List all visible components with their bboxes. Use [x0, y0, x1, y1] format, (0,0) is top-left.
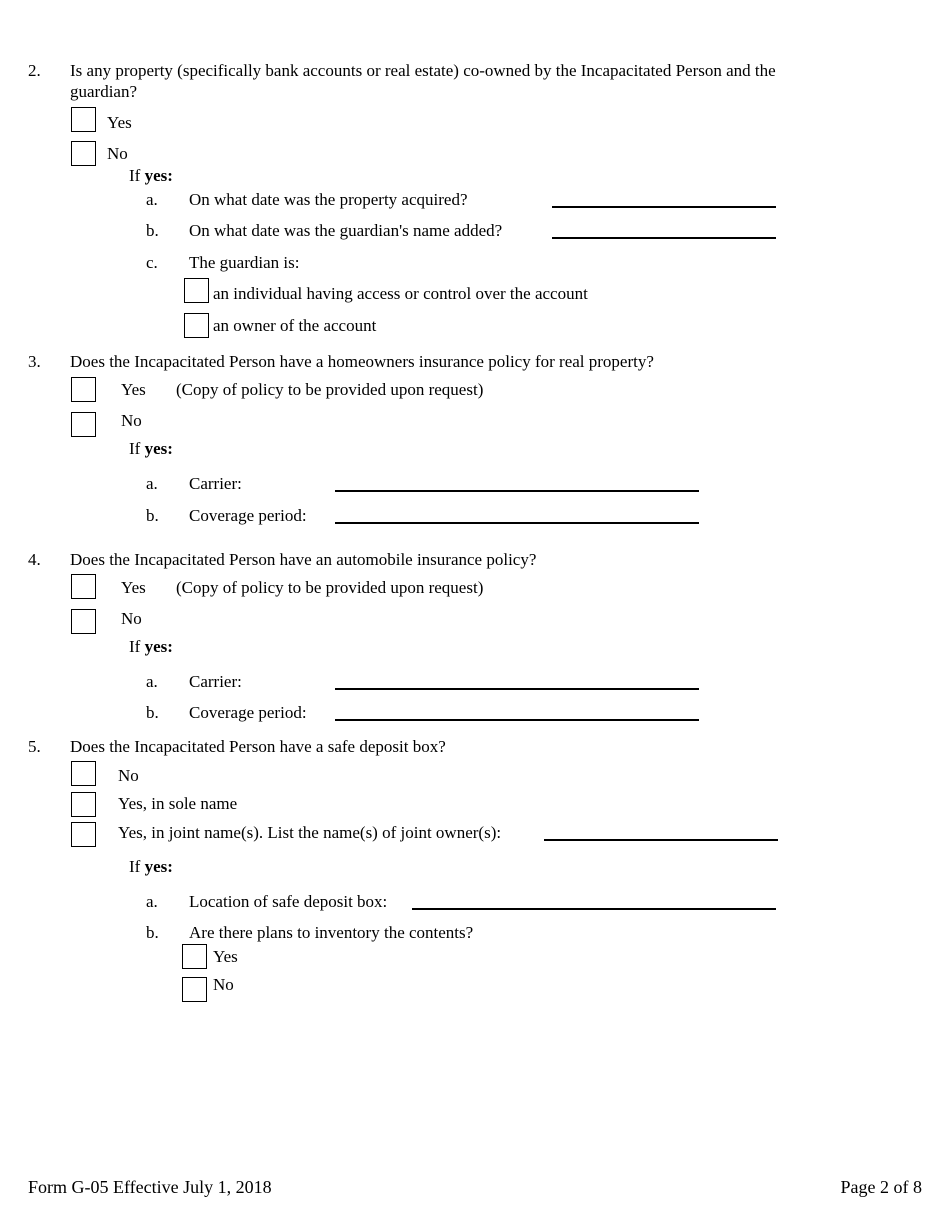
q2-no-checkbox[interactable] — [71, 141, 96, 166]
q3-coverage-field[interactable] — [335, 522, 699, 524]
q2-yes-label: Yes — [107, 113, 132, 132]
q5-b-yes-checkbox[interactable] — [182, 944, 207, 969]
q2-text-line1: Is any property (specifically bank accounts or real estate) co-owned by the Incapacitated Person and the — [70, 61, 776, 80]
q4-no-checkbox[interactable] — [71, 609, 96, 634]
q2-c-owner-checkbox[interactable] — [184, 313, 209, 338]
q5-sole-label: Yes, in sole name — [118, 794, 238, 813]
q2-c-access-label: an individual having access or control over the account — [213, 284, 588, 303]
q2-c-label: c. — [146, 253, 158, 272]
footer-form-id: Form G-05 Effective July 1, 2018 — [28, 1177, 272, 1197]
q3-b-text: Coverage period: — [189, 506, 307, 525]
q4-text: Does the Incapacitated Person have an automobile insurance policy? — [70, 550, 537, 569]
q2-yes-checkbox[interactable] — [71, 107, 96, 132]
q3-number: 3. — [28, 352, 41, 371]
q4-b-label: b. — [146, 703, 159, 722]
q2-b-date-field[interactable] — [552, 237, 776, 239]
q3-yes-checkbox[interactable] — [71, 377, 96, 402]
q2-b-label: b. — [146, 221, 159, 240]
q3-if-yes: If yes: — [129, 439, 173, 458]
q3-yes-label: Yes — [121, 380, 146, 399]
q5-text: Does the Incapacitated Person have a safe deposit box? — [70, 737, 446, 756]
q3-no-label: No — [121, 411, 142, 430]
q5-b-label: b. — [146, 923, 159, 942]
q2-a-date-field[interactable] — [552, 206, 776, 208]
q5-b-no-label: No — [213, 975, 234, 994]
q2-b-text: On what date was the guardian's name added? — [189, 221, 503, 240]
q5-no-checkbox[interactable] — [71, 761, 96, 786]
q3-yes-note: (Copy of policy to be provided upon request) — [176, 380, 484, 399]
q4-yes-checkbox[interactable] — [71, 574, 96, 599]
q5-joint-owners-field[interactable] — [544, 839, 778, 841]
q5-location-field[interactable] — [412, 908, 776, 910]
q5-b-yes-label: Yes — [213, 947, 238, 966]
q3-text: Does the Incapacitated Person have a homeowners insurance policy for real property? — [70, 352, 654, 371]
q4-yes-note: (Copy of policy to be provided upon request) — [176, 578, 484, 597]
q3-a-text: Carrier: — [189, 474, 242, 493]
q4-if-yes: If yes: — [129, 637, 173, 656]
q4-no-label: No — [121, 609, 142, 628]
q4-number: 4. — [28, 550, 41, 569]
q4-b-text: Coverage period: — [189, 703, 307, 722]
q2-text-line2: guardian? — [70, 82, 138, 101]
q2-number: 2. — [28, 61, 41, 80]
q5-b-text: Are there plans to inventory the contents? — [189, 923, 474, 942]
q2-if-yes: If yes: — [129, 166, 173, 185]
q5-if-yes: If yes: — [129, 857, 173, 876]
q4-a-label: a. — [146, 672, 158, 691]
q4-yes-label: Yes — [121, 578, 146, 597]
q5-b-no-checkbox[interactable] — [182, 977, 207, 1002]
q5-no-label: No — [118, 766, 139, 785]
q2-a-label: a. — [146, 190, 158, 209]
q3-no-checkbox[interactable] — [71, 412, 96, 437]
q2-c-access-checkbox[interactable] — [184, 278, 209, 303]
q4-carrier-field[interactable] — [335, 688, 699, 690]
q5-a-label: a. — [146, 892, 158, 911]
q2-no-label: No — [107, 144, 128, 163]
q4-coverage-field[interactable] — [335, 719, 699, 721]
q3-carrier-field[interactable] — [335, 490, 699, 492]
q5-a-text: Location of safe deposit box: — [189, 892, 388, 911]
q5-sole-checkbox[interactable] — [71, 792, 96, 817]
q5-joint-label: Yes, in joint name(s). List the name(s) of joint owner(s): — [118, 823, 502, 842]
footer-page-number: Page 2 of 8 — [840, 1177, 922, 1197]
q3-b-label: b. — [146, 506, 159, 525]
q5-number: 5. — [28, 737, 41, 756]
q2-c-text: The guardian is: — [189, 253, 300, 272]
q5-joint-checkbox[interactable] — [71, 822, 96, 847]
q2-a-text: On what date was the property acquired? — [189, 190, 468, 209]
q3-a-label: a. — [146, 474, 158, 493]
q2-c-owner-label: an owner of the account — [213, 316, 377, 335]
q4-a-text: Carrier: — [189, 672, 242, 691]
